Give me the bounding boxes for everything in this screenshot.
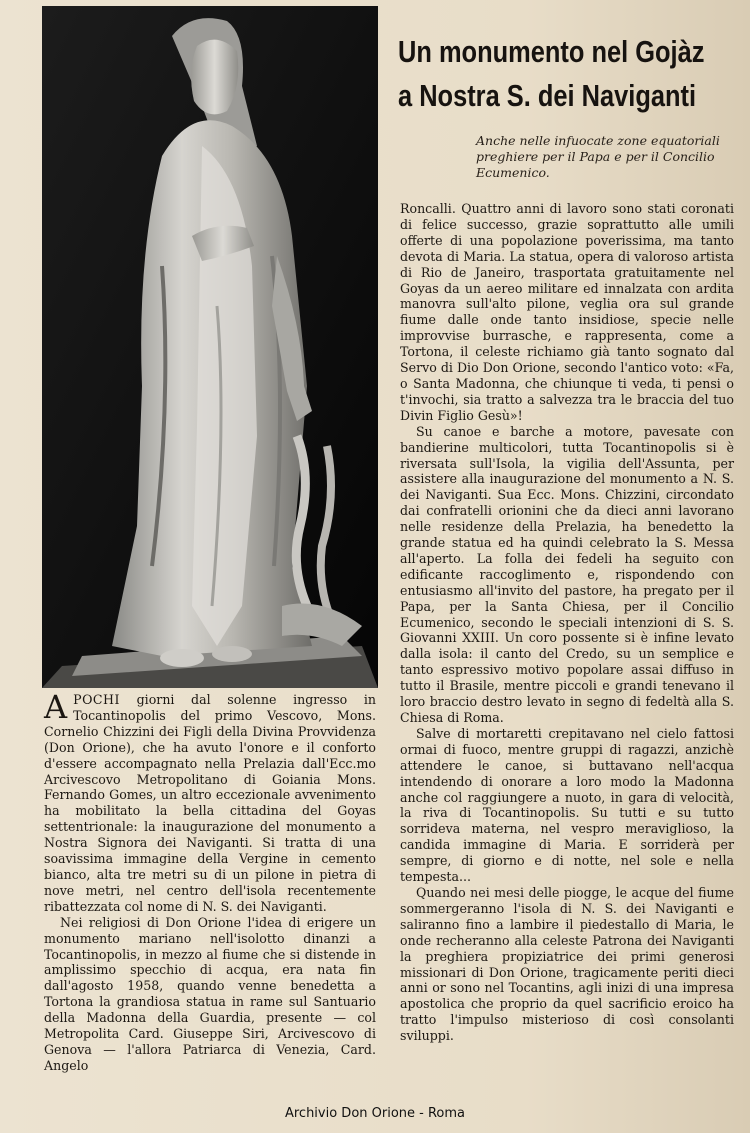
- right-paragraph-2: Su canoe e barche a motore, pavesate con bandierine multicolori, tutta Tocantinopolis si è riversata sull'Isola, la vigilia dell'Assunta, per assistere alla inaugurazione del monumento a N. S. dei Naviganti. Sua Ecc. Mons. Chizzini, circondato dai confratelli orionini che da dieci anni lavorano nelle residenze della Prelazia, ha benedetto la grande statua ed ha quindi celebrato la S. Messa all'aperto. La folla dei fedeli ha seguito con edificante raccoglimento e, rispondendo con entusiasmo all'invito del pastore, ha pregato per il Papa, per la Santa Chiesa, per il Concilio Ecumenico, secondo le speciali intenzioni di S. S. Giovanni XXIII. Un coro possente si è infine levato dalla isola: il canto del Credo, su un semplice e tanto espressivo motivo popolare assai diffuso in tutto il Brasile, mentre piccoli e grandi tenevano il loro braccio destro levato in segno di fedeltà alla S. Chiesa di Roma.: [400, 423, 734, 725]
- left-paragraph-1: [44, 688, 376, 915]
- headline-line-1: Un monumento nel Gojàz: [398, 34, 705, 69]
- drop-cap: A: [44, 688, 68, 726]
- statue-illustration: [42, 6, 378, 688]
- right-paragraph-4: Quando nei mesi delle piogge, le acque del fiume sommergeranno l'isola di N. S. dei Naviganti e saliranno fino a lambire il piedestallo di Maria, le onde recheranno alla celeste Patrona dei Naviganti la preghiera propiziatrice dei primi generosi missionari di Don Orione, tragicamente periti dieci anni or sono nel Tocantins, agli inizi di una impresa apostolica che proprio da quel sacrificio eroico ha tratto l'impulso misterioso di così consolanti sviluppi.: [400, 884, 734, 1044]
- article-headline: [398, 30, 705, 118]
- right-paragraph-3: Salve di mortaretti crepitavano nel cielo fattosi ormai di fuoco, mentre gruppi di ragazzi, anzichè attendere le canoe, si buttavano nell'acqua intendendo di onorare a loro modo la Madonna anche col raggiungere a nuoto, in gara di velocità, la riva di Tocantinopolis. Su tutti e su tutto sorrideva materna, nel vespro meraviglioso, la candida immagine di Maria. E sorriderà per sempre, di giorno e di notte, nel sole e nella tempesta...: [400, 725, 734, 885]
- archive-footer: Archivio Don Orione - Roma: [284, 1106, 466, 1121]
- article-subheading: Anche nelle infuocate zone equatoriali preghiere per il Papa e per il Concilio Ecumenico.: [476, 133, 720, 180]
- statue-photo: [42, 6, 378, 688]
- right-paragraph-1: Roncalli. Quattro anni di lavoro sono stati coronati di felice successo, grazie soprattutto alle umili offerte di una popolazione poverissima, ma tanto devota di Maria. La statua, opera di valoroso artista di Rio de Janeiro, trasportata gratuitamente nel Goyas da un aereo militare ed innalzata con ardita manovra sull'alto pilone, veglia ora sul grande fiume dalle onde tanto insidiose, specie nelle improvvise burrasche, e rappresenta, come a Tortona, il celeste richiamo già tanto sognato dal Servo di Dio Don Orione, secondo l'antico voto: «Fa, o Santa Madonna, che chiunque ti veda, ti pensi o t'invochi, sia tratto a salvezza tra le braccia del tuo Divin Figlio Gesù»!: [400, 201, 734, 423]
- left-paragraph-2: Nei religiosi di Don Orione l'idea di erigere un monumento mariano nell'isolotto dinanzi a Tocantinopolis, in mezzo al fiume che si distende in amplissimo specchio di acqua, era nata fin dall'agosto 1958, quando venne benedetta a Tortona la grandiosa statua in rame sul Santuario della Madonna della Guardia, presente — col Metropolita Card. Giuseppe Siri, Arcivescovo di Genova — l'allora Patriarca di Venezia, Card. Angelo: [44, 914, 376, 1073]
- left-paragraph-1-text: giorni dal solenne ingresso in Tocantinopolis del primo Vescovo, Mons. Cornelio Chizzini dei Figli della Divina Provvidenza (Don Orione), che ha avuto l'onore e il conforto d'essere accompagnato nella Prelazia dall'Ecc.mo Arcivescovo Metropolitano di Goiania Mons. Fernando Gomes, un altro eccezionale avvenimento ha mobilitato la bella cittadina del Goyas settentrionale: la inaugurazione del monumento a Nostra Signora dei Naviganti. Si tratta di una soavissima immagine della Vergine in cemento bianco, alta tre metri su di un pilone in pietra di nove metri, nel centro dell'isola recentemente ribattezzata col nome di N. S. dei Naviganti.: [44, 692, 376, 914]
- right-column: [400, 201, 734, 1044]
- left-column: [44, 688, 376, 1074]
- lead-caps: POCHI: [73, 692, 121, 707]
- headline-line-2: a Nostra S. dei Naviganti: [398, 78, 697, 113]
